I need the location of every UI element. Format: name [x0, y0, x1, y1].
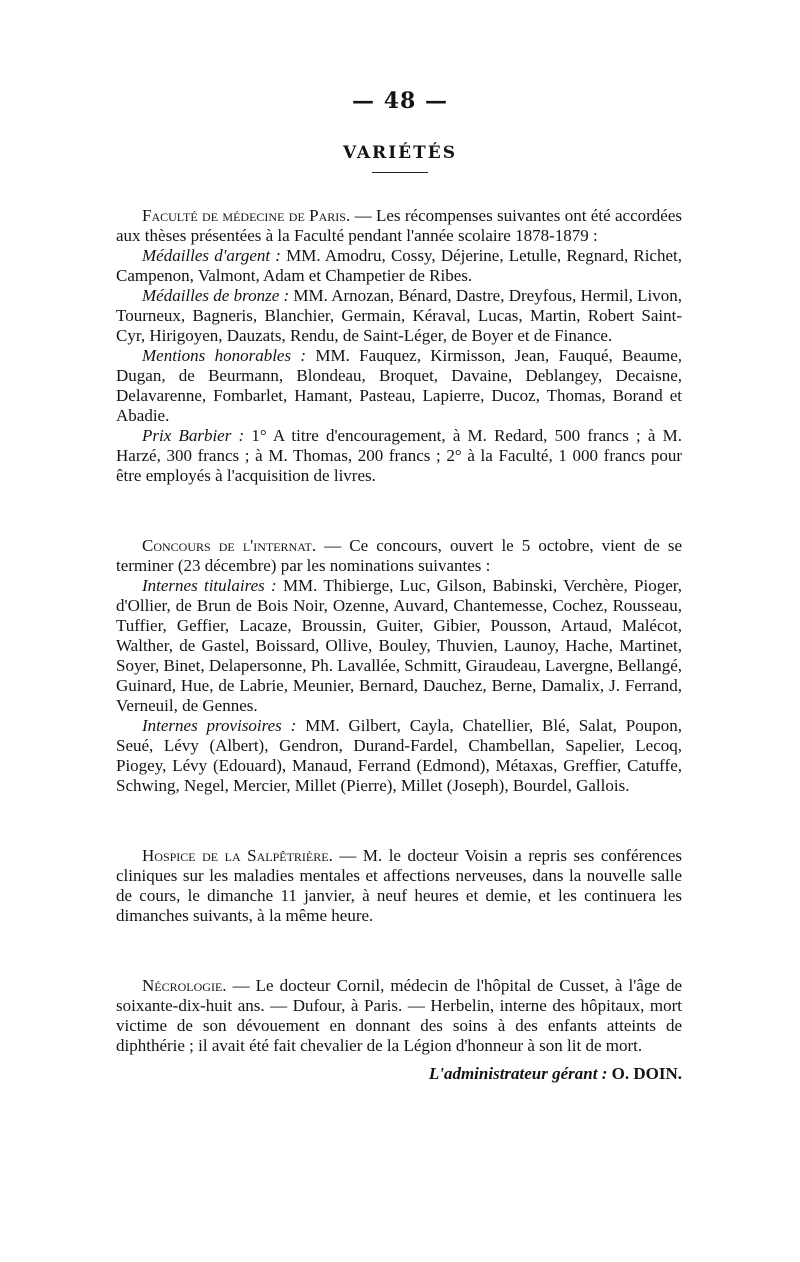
section-faculte-medecine	[116, 206, 682, 486]
signature	[116, 1064, 682, 1084]
page-number: — 48 —	[352, 88, 448, 114]
paragraph-text: MM. Thibierge, Luc, Gilson, Babinski, Verchère, Pioger, d'Ollier, de Brun de Bois Noir, Ozenne, Auvard, Chantemesse, Cochez, Rousseau, Tuffier, Geffier, Lacaze, Broussin, Guiter, Gibier, Pousson, Artaud, Malécot, Walther, de Gastel, Boissard, Ollive, Bouley, Thuvien, Launoy, Hache, Martinet, Soyer, Binet, Delapersonne, Ph. Lavallée, Schmitt, Giraudeau, Lavergne, Bellangé, Guinard, Hue, de Labrie, Meunier, Bernard, Dauchez, Berne, Damalix, J. Ferrand, Verneuil, de Gennes.	[116, 576, 682, 715]
paragraph	[116, 246, 682, 286]
paragraph-text: — Les récompenses suivantes ont été accordées aux thèses présentées à la Faculté pendant l'année scolaire 1878-1879 :	[116, 206, 682, 245]
paragraph-text: — M. le docteur Voisin a repris ses conférences cliniques sur les maladies mentales et affections nerveuses, dans la nouvelle salle de cours, le dimanche 11 janvier, à neuf heures et demie, et les continuera les dimanches suivants, à la même heure.	[116, 846, 682, 925]
paragraph-text: 1° A titre d'encouragement, à M. Redard, 500 francs ; à M. Harzé, 300 francs ; à M. Thomas, 200 francs ; 2° à la Faculté, 1 000 francs pour être employés à l'acquisition de livres.	[116, 426, 682, 485]
paragraph	[116, 716, 682, 796]
section-concours-internat	[116, 536, 682, 796]
paragraph-text: — Le docteur Cornil, médecin de l'hôpital de Cusset, à l'âge de soixante-dix-huit ans. — Dufour, à Paris. — Herbelin, interne des hôpitaux, mort victime de son dévouement en donnant des soins à des enfants atteints de diphthérie ; il avait été fait chevalier de la Légion d'honneur à son lit de mort.	[116, 976, 682, 1055]
paragraph-text: — Ce concours, ouvert le 5 octobre, vient de se terminer (23 décembre) par les nominations suivantes :	[116, 536, 683, 575]
signature-label: L'administrateur gérant :	[428, 1064, 608, 1083]
section-heading: Concours de l'internat.	[142, 536, 317, 555]
paragraph-label: Médailles de bronze :	[142, 286, 290, 305]
paragraph-label: Mentions honorables :	[142, 346, 307, 365]
paragraph	[116, 576, 682, 716]
paragraph-label: Internes provisoires :	[142, 716, 297, 735]
paragraph	[116, 286, 682, 346]
paragraph	[116, 206, 682, 246]
page-title: VARIÉTÉS	[343, 143, 457, 163]
paragraph	[116, 536, 682, 576]
section-heading: Nécrologie.	[142, 976, 227, 995]
section-heading: Faculté de médecine de Paris.	[142, 206, 351, 225]
paragraph-label: Médailles d'argent :	[142, 246, 281, 265]
signature-name: O. DOIN.	[611, 1064, 682, 1083]
paragraph-text: MM. Gilbert, Cayla, Chatellier, Blé, Salat, Poupon, Seué, Lévy (Albert), Gendron, Durand-Fardel, Chambellan, Sapelier, Lecoq, Piogey, Lévy (Edouard), Manaud, Ferrand (Edmond), Métaxas, Greffier, Catuffe, Schwing, Negel, Mercier, Millet (Pierre), Millet (Joseph), Bourdel, Gallois.	[116, 716, 682, 795]
paragraph-text: MM. Fauquez, Kirmisson, Jean, Fauqué, Beaume, Dugan, de Beurmann, Blondeau, Broquet, Davaine, Deblangey, Decaisne, Delavarenne, Fombarlet, Hamant, Pasteau, Lapierre, Ducoz, Thomas, Borand et Abadie.	[116, 346, 682, 425]
section-necrologie	[116, 976, 682, 1056]
paragraph	[116, 346, 682, 426]
paragraph	[116, 976, 682, 1056]
article-body	[116, 206, 682, 1084]
paragraph-text: MM. Amodru, Cossy, Déjerine, Letulle, Regnard, Richet, Campenon, Valmont, Adam et Champetier de Ribes.	[116, 246, 682, 285]
section-salpetriere	[116, 846, 682, 926]
section-heading: Hospice de la Salpêtrière.	[142, 846, 333, 865]
paragraph	[116, 426, 682, 486]
paragraph-label: Internes titulaires :	[142, 576, 277, 595]
title-rule	[372, 172, 428, 173]
paragraph-label: Prix Barbier :	[142, 426, 245, 445]
paragraph-text: MM. Arnozan, Bénard, Dastre, Dreyfous, Hermil, Livon, Tourneux, Bagneris, Blanchier, Germain, Kéraval, Lucas, Martin, Robert Saint-Cyr, Hirigoyen, Dauzats, Rendu, de Saint-Léger, de Boyer et de Finance.	[116, 286, 682, 345]
paragraph	[116, 846, 682, 926]
